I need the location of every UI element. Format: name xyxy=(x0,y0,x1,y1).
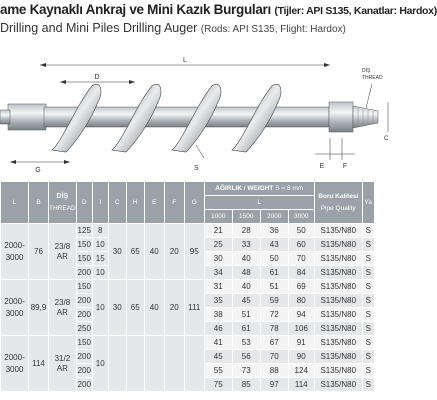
table-cell: 30 xyxy=(108,224,126,280)
table-cell: L xyxy=(257,198,262,206)
table-cell: 200 xyxy=(76,350,92,364)
table-cell: 10 xyxy=(92,238,108,252)
th-g xyxy=(184,182,204,224)
table-cell: 34 xyxy=(204,266,232,280)
table-cell: 45 xyxy=(232,294,260,308)
table-cell: S xyxy=(362,224,374,238)
th-pipe-quality xyxy=(314,182,362,224)
table-cell: 61 xyxy=(260,266,288,280)
table-cell: 61 xyxy=(232,322,260,336)
table-cell: 97 xyxy=(260,378,288,392)
table-cell: 114 xyxy=(29,336,49,392)
table-cell: S xyxy=(362,266,374,280)
dimension-g xyxy=(10,160,70,174)
right-collar xyxy=(329,102,353,132)
dimension-d xyxy=(60,74,135,84)
table-cell: I xyxy=(99,198,102,206)
table-cell: DİŞ xyxy=(56,192,69,200)
auger-technical-drawing xyxy=(0,42,400,180)
title-english xyxy=(0,21,346,35)
table-cell: 36 xyxy=(260,224,288,238)
table-cell: Ya xyxy=(364,198,372,206)
table-cell: 38 xyxy=(204,308,232,322)
table-cell: Pipe Quality xyxy=(320,204,356,212)
spec-table-body xyxy=(1,224,375,392)
table-cell: 150 xyxy=(76,280,92,294)
table-cell: F xyxy=(172,198,177,206)
table-cell: 72 xyxy=(260,308,288,322)
label-e: E xyxy=(319,163,325,170)
th-w-2000: 2000 xyxy=(260,210,288,224)
table-cell: 55 xyxy=(204,364,232,378)
table-cell: 20 xyxy=(164,224,184,280)
label-f: F xyxy=(342,163,348,170)
table-cell: S xyxy=(362,322,374,336)
table-cell: 200 xyxy=(76,378,92,392)
table-cell: 69 xyxy=(288,280,314,294)
table-cell: 95 xyxy=(184,224,204,280)
th-thread xyxy=(49,182,77,224)
table-cell: 60 xyxy=(288,238,314,252)
table-cell: S = 8 mm xyxy=(275,184,304,192)
table-cell: 8 xyxy=(92,224,108,238)
th-weight xyxy=(204,182,314,196)
table-cell xyxy=(108,336,126,392)
label-g: G xyxy=(35,167,41,174)
table-cell: 91 xyxy=(288,336,314,350)
table-cell: 30 xyxy=(204,252,232,266)
table-cell xyxy=(126,336,144,392)
table-cell: 78 xyxy=(260,322,288,336)
table-cell: 48 xyxy=(232,266,260,280)
table-cell: 250 xyxy=(76,322,92,336)
table-cell: S xyxy=(362,308,374,322)
table-cell: 40 xyxy=(232,280,260,294)
table-cell: S xyxy=(362,294,374,308)
th-c xyxy=(108,182,126,224)
table-cell xyxy=(144,336,164,392)
label-l: L xyxy=(183,57,187,64)
table-cell: 40 xyxy=(144,224,164,280)
th-cut xyxy=(362,182,374,224)
table-cell: 53 xyxy=(232,336,260,350)
table-cell: 89,9 xyxy=(29,280,49,336)
table-cell: E xyxy=(152,198,157,206)
th-f xyxy=(164,182,184,224)
table-cell: S135/N80 xyxy=(314,350,362,364)
table-cell: H xyxy=(132,198,138,206)
table-cell: B xyxy=(36,198,41,206)
table-cell: S xyxy=(362,238,374,252)
table-cell: 30 xyxy=(108,280,126,336)
table-cell: 33 xyxy=(232,238,260,252)
table-cell: S135/N80 xyxy=(314,224,362,238)
table-cell: 50 xyxy=(288,224,314,238)
table-cell: 70 xyxy=(260,350,288,364)
table-cell: 106 xyxy=(288,322,314,336)
table-cell: 150 xyxy=(76,336,92,350)
table-cell: 75 xyxy=(204,378,232,392)
dimension-l xyxy=(40,57,330,67)
th-weight-l xyxy=(204,196,314,210)
label-c: C xyxy=(384,136,389,142)
table-cell: 2000-3000 xyxy=(1,224,29,280)
table-cell: 40 xyxy=(144,280,164,336)
table-cell: 31/2 AR xyxy=(49,336,77,392)
table-cell: 76 xyxy=(29,224,49,280)
th-i xyxy=(92,182,108,224)
table-cell: THREAD xyxy=(49,204,76,212)
table-cell: S xyxy=(362,252,374,266)
table-cell: 114 xyxy=(288,378,314,392)
table-cell: 31 xyxy=(204,280,232,294)
table-cell: 150 xyxy=(76,238,92,252)
table-cell: 10 xyxy=(92,280,108,336)
th-b xyxy=(29,182,49,224)
table-cell: 2000-3000 xyxy=(1,336,29,392)
left-coupling xyxy=(8,104,46,130)
table-cell: 67 xyxy=(260,336,288,350)
table-cell: S135/N80 xyxy=(314,294,362,308)
th-w-3000: 3000 xyxy=(288,210,314,224)
table-cell: G xyxy=(191,198,197,206)
left-stub xyxy=(0,110,10,124)
table-cell: 51 xyxy=(232,308,260,322)
table-cell: 41 xyxy=(204,336,232,350)
table-cell: S135/N80 xyxy=(314,280,362,294)
table-cell: 35 xyxy=(204,294,232,308)
table-cell: 10 xyxy=(92,336,108,392)
table-cell: 28 xyxy=(232,224,260,238)
th-l xyxy=(1,182,29,224)
label-thread-tr: DİŞ xyxy=(362,68,371,74)
table-cell: L xyxy=(12,198,17,206)
table-cell: S135/N80 xyxy=(314,252,362,266)
title-english-sub: (Rods: API S135, Flight: Hardox) xyxy=(200,24,346,35)
table-cell: S135/N80 xyxy=(314,336,362,350)
right-thread-pin xyxy=(353,106,378,128)
table-cell: 85 xyxy=(232,378,260,392)
table-cell: 88 xyxy=(260,364,288,378)
table-row xyxy=(1,224,375,238)
table-cell: 25 xyxy=(204,238,232,252)
label-s: S xyxy=(194,165,199,172)
table-row xyxy=(1,280,375,294)
th-w-1500: 1500 xyxy=(232,210,260,224)
table-cell: 23/8 AR xyxy=(49,224,77,280)
table-cell: S135/N80 xyxy=(314,364,362,378)
table-cell: 51 xyxy=(260,280,288,294)
table-cell: 2000-3000 xyxy=(1,280,29,336)
table-cell: 90 xyxy=(288,350,314,364)
table-cell: S135/N80 xyxy=(314,378,362,392)
table-cell: 70 xyxy=(288,252,314,266)
label-thread-en: THREAD xyxy=(362,75,383,81)
title-english-main: Drilling and Mini Piles Drilling Auger xyxy=(0,21,198,35)
table-cell: C xyxy=(114,198,120,206)
table-cell: 200 xyxy=(76,266,92,280)
table-cell: 65 xyxy=(126,280,144,336)
table-cell: 73 xyxy=(232,364,260,378)
title-turkish-sub: (Tijler: API S135, Kanatlar: Hardox) xyxy=(274,5,437,17)
table-cell xyxy=(164,336,184,392)
table-cell: 84 xyxy=(288,266,314,280)
table-cell: Boru Kalitesi xyxy=(318,192,359,200)
table-cell: S xyxy=(362,336,374,350)
table-cell: S135/N80 xyxy=(314,238,362,252)
table-cell: 10 xyxy=(92,266,108,280)
title-turkish-main: ame Kaynaklı Ankraj ve Mini Kazık Burguları xyxy=(0,2,271,17)
table-cell: S135/N80 xyxy=(314,308,362,322)
table-cell: 46 xyxy=(204,322,232,336)
table-cell: 20 xyxy=(164,280,184,336)
table-cell: 111 xyxy=(184,280,204,336)
table-cell: 80 xyxy=(288,294,314,308)
table-cell: 45 xyxy=(204,350,232,364)
table-cell xyxy=(184,336,204,392)
th-h xyxy=(126,182,144,224)
table-cell: 125 xyxy=(76,224,92,238)
table-cell: 200 xyxy=(76,364,92,378)
table-cell: 124 xyxy=(288,364,314,378)
table-cell: S135/N80 xyxy=(314,266,362,280)
table-cell: S xyxy=(362,378,374,392)
table-cell: 23/8 AR xyxy=(49,280,77,336)
table-cell: S135/N80 xyxy=(314,322,362,336)
spec-table xyxy=(0,181,375,392)
table-cell: 56 xyxy=(232,350,260,364)
table-cell: 65 xyxy=(126,224,144,280)
th-d xyxy=(76,182,92,224)
label-d: D xyxy=(94,74,100,81)
table-cell: 40 xyxy=(232,252,260,266)
table-cell: 200 xyxy=(76,308,92,322)
table-cell: S xyxy=(362,350,374,364)
table-cell: 43 xyxy=(260,238,288,252)
table-cell: S xyxy=(362,364,374,378)
title-turkish xyxy=(0,2,437,17)
table-cell: D xyxy=(81,198,87,206)
dimension-ef xyxy=(315,138,355,170)
table-row xyxy=(1,336,375,350)
table-cell: 15 xyxy=(92,252,108,266)
table-cell: 50 xyxy=(260,252,288,266)
table-cell: 200 xyxy=(76,294,92,308)
table-cell: 150 xyxy=(76,252,92,266)
th-w-1000: 1000 xyxy=(204,210,232,224)
th-e xyxy=(144,182,164,224)
table-cell: 94 xyxy=(288,308,314,322)
table-cell: AĞIRLIK / WEIGHT xyxy=(215,184,274,192)
table-cell: 21 xyxy=(204,224,232,238)
table-cell: S xyxy=(362,280,374,294)
table-cell: 59 xyxy=(260,294,288,308)
